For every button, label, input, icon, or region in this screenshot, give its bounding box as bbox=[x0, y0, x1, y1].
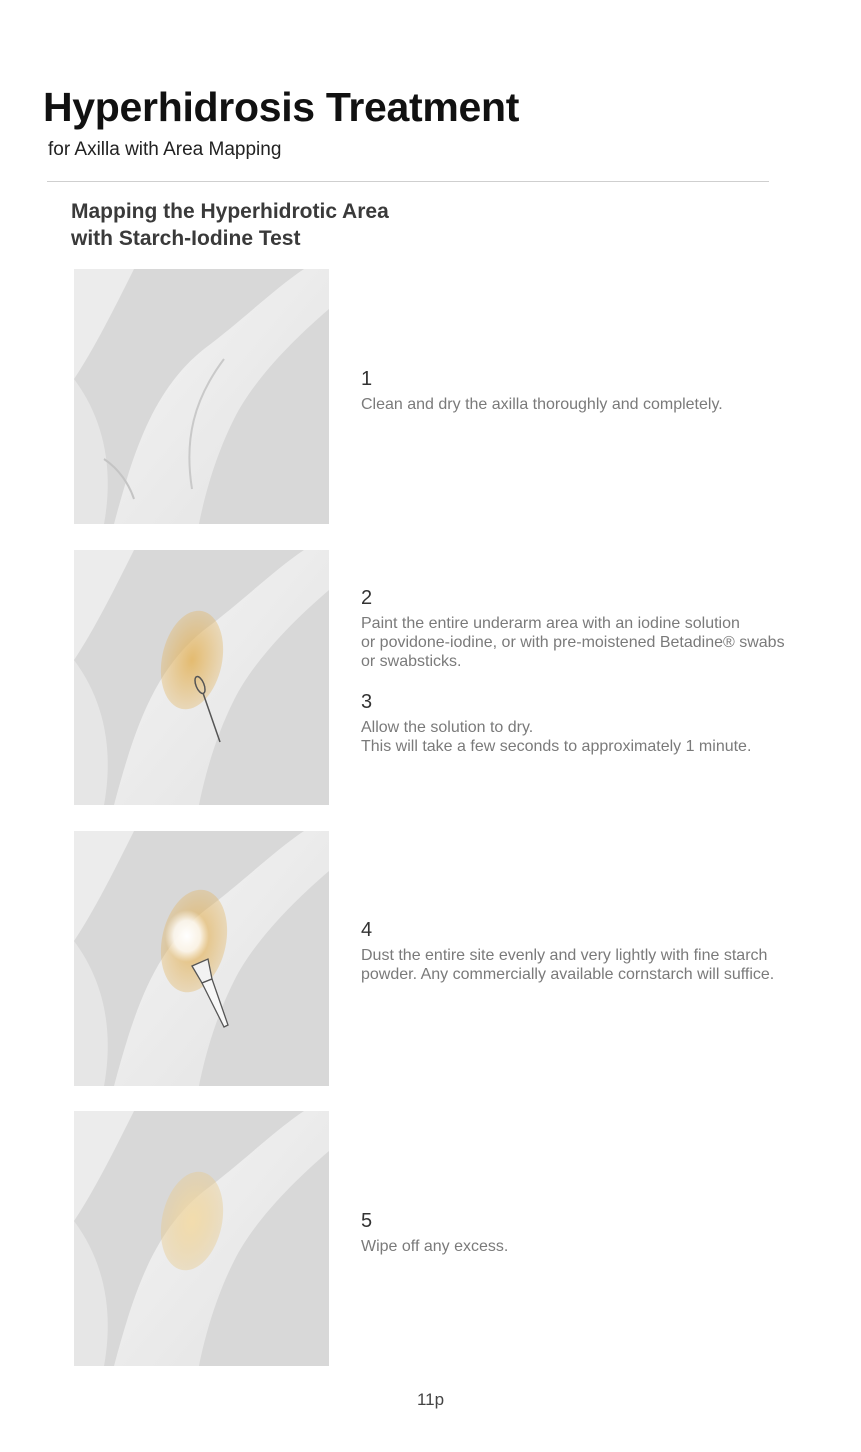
step-text-line: Clean and dry the axilla thoroughly and completely. bbox=[361, 396, 723, 413]
page-subtitle: for Axilla with Area Mapping bbox=[48, 139, 282, 160]
step-text-line: Dust the entire site evenly and very lightly with fine starch bbox=[361, 947, 768, 964]
illustration-iodine-swab bbox=[74, 550, 329, 805]
section-title-line: with Starch-Iodine Test bbox=[71, 227, 301, 250]
step-text bbox=[361, 718, 801, 756]
step-1 bbox=[361, 367, 801, 414]
step-text-line: or povidone-iodine, or with pre-moistened Betadine® swabs bbox=[361, 634, 785, 651]
step-2 bbox=[361, 586, 801, 671]
step-text-line: or swabsticks. bbox=[361, 653, 462, 670]
step-3 bbox=[361, 690, 801, 756]
step-number: 5 bbox=[361, 1210, 373, 1232]
step-number: 4 bbox=[361, 919, 373, 941]
header-divider bbox=[47, 181, 769, 182]
step-text-line: Paint the entire underarm area with an iodine solution bbox=[361, 615, 740, 632]
step-number: 1 bbox=[361, 368, 373, 390]
section-title-line: Mapping the Hyperhidrotic Area bbox=[71, 200, 389, 223]
illustration-clean-axilla bbox=[74, 269, 329, 524]
step-text bbox=[361, 614, 801, 671]
step-text bbox=[361, 395, 801, 414]
step-text-line: Wipe off any excess. bbox=[361, 1238, 509, 1255]
illustration-starch-brush bbox=[74, 831, 329, 1086]
step-5 bbox=[361, 1209, 801, 1256]
step-text-line: This will take a few seconds to approximately 1 minute. bbox=[361, 738, 752, 755]
step-text-line: Allow the solution to dry. bbox=[361, 719, 534, 736]
page-title: Hyperhidrosis Treatment bbox=[43, 84, 520, 130]
step-text bbox=[361, 1237, 801, 1256]
step-number: 2 bbox=[361, 587, 373, 609]
step-text bbox=[361, 946, 801, 984]
step-text-line: powder. Any commercially available cornstarch will suffice. bbox=[361, 966, 775, 983]
section-title bbox=[71, 198, 389, 252]
step-4 bbox=[361, 918, 801, 984]
illustration-wiped-axilla bbox=[74, 1111, 329, 1366]
step-number: 3 bbox=[361, 691, 373, 713]
page-number: 11p bbox=[416, 1390, 445, 1409]
